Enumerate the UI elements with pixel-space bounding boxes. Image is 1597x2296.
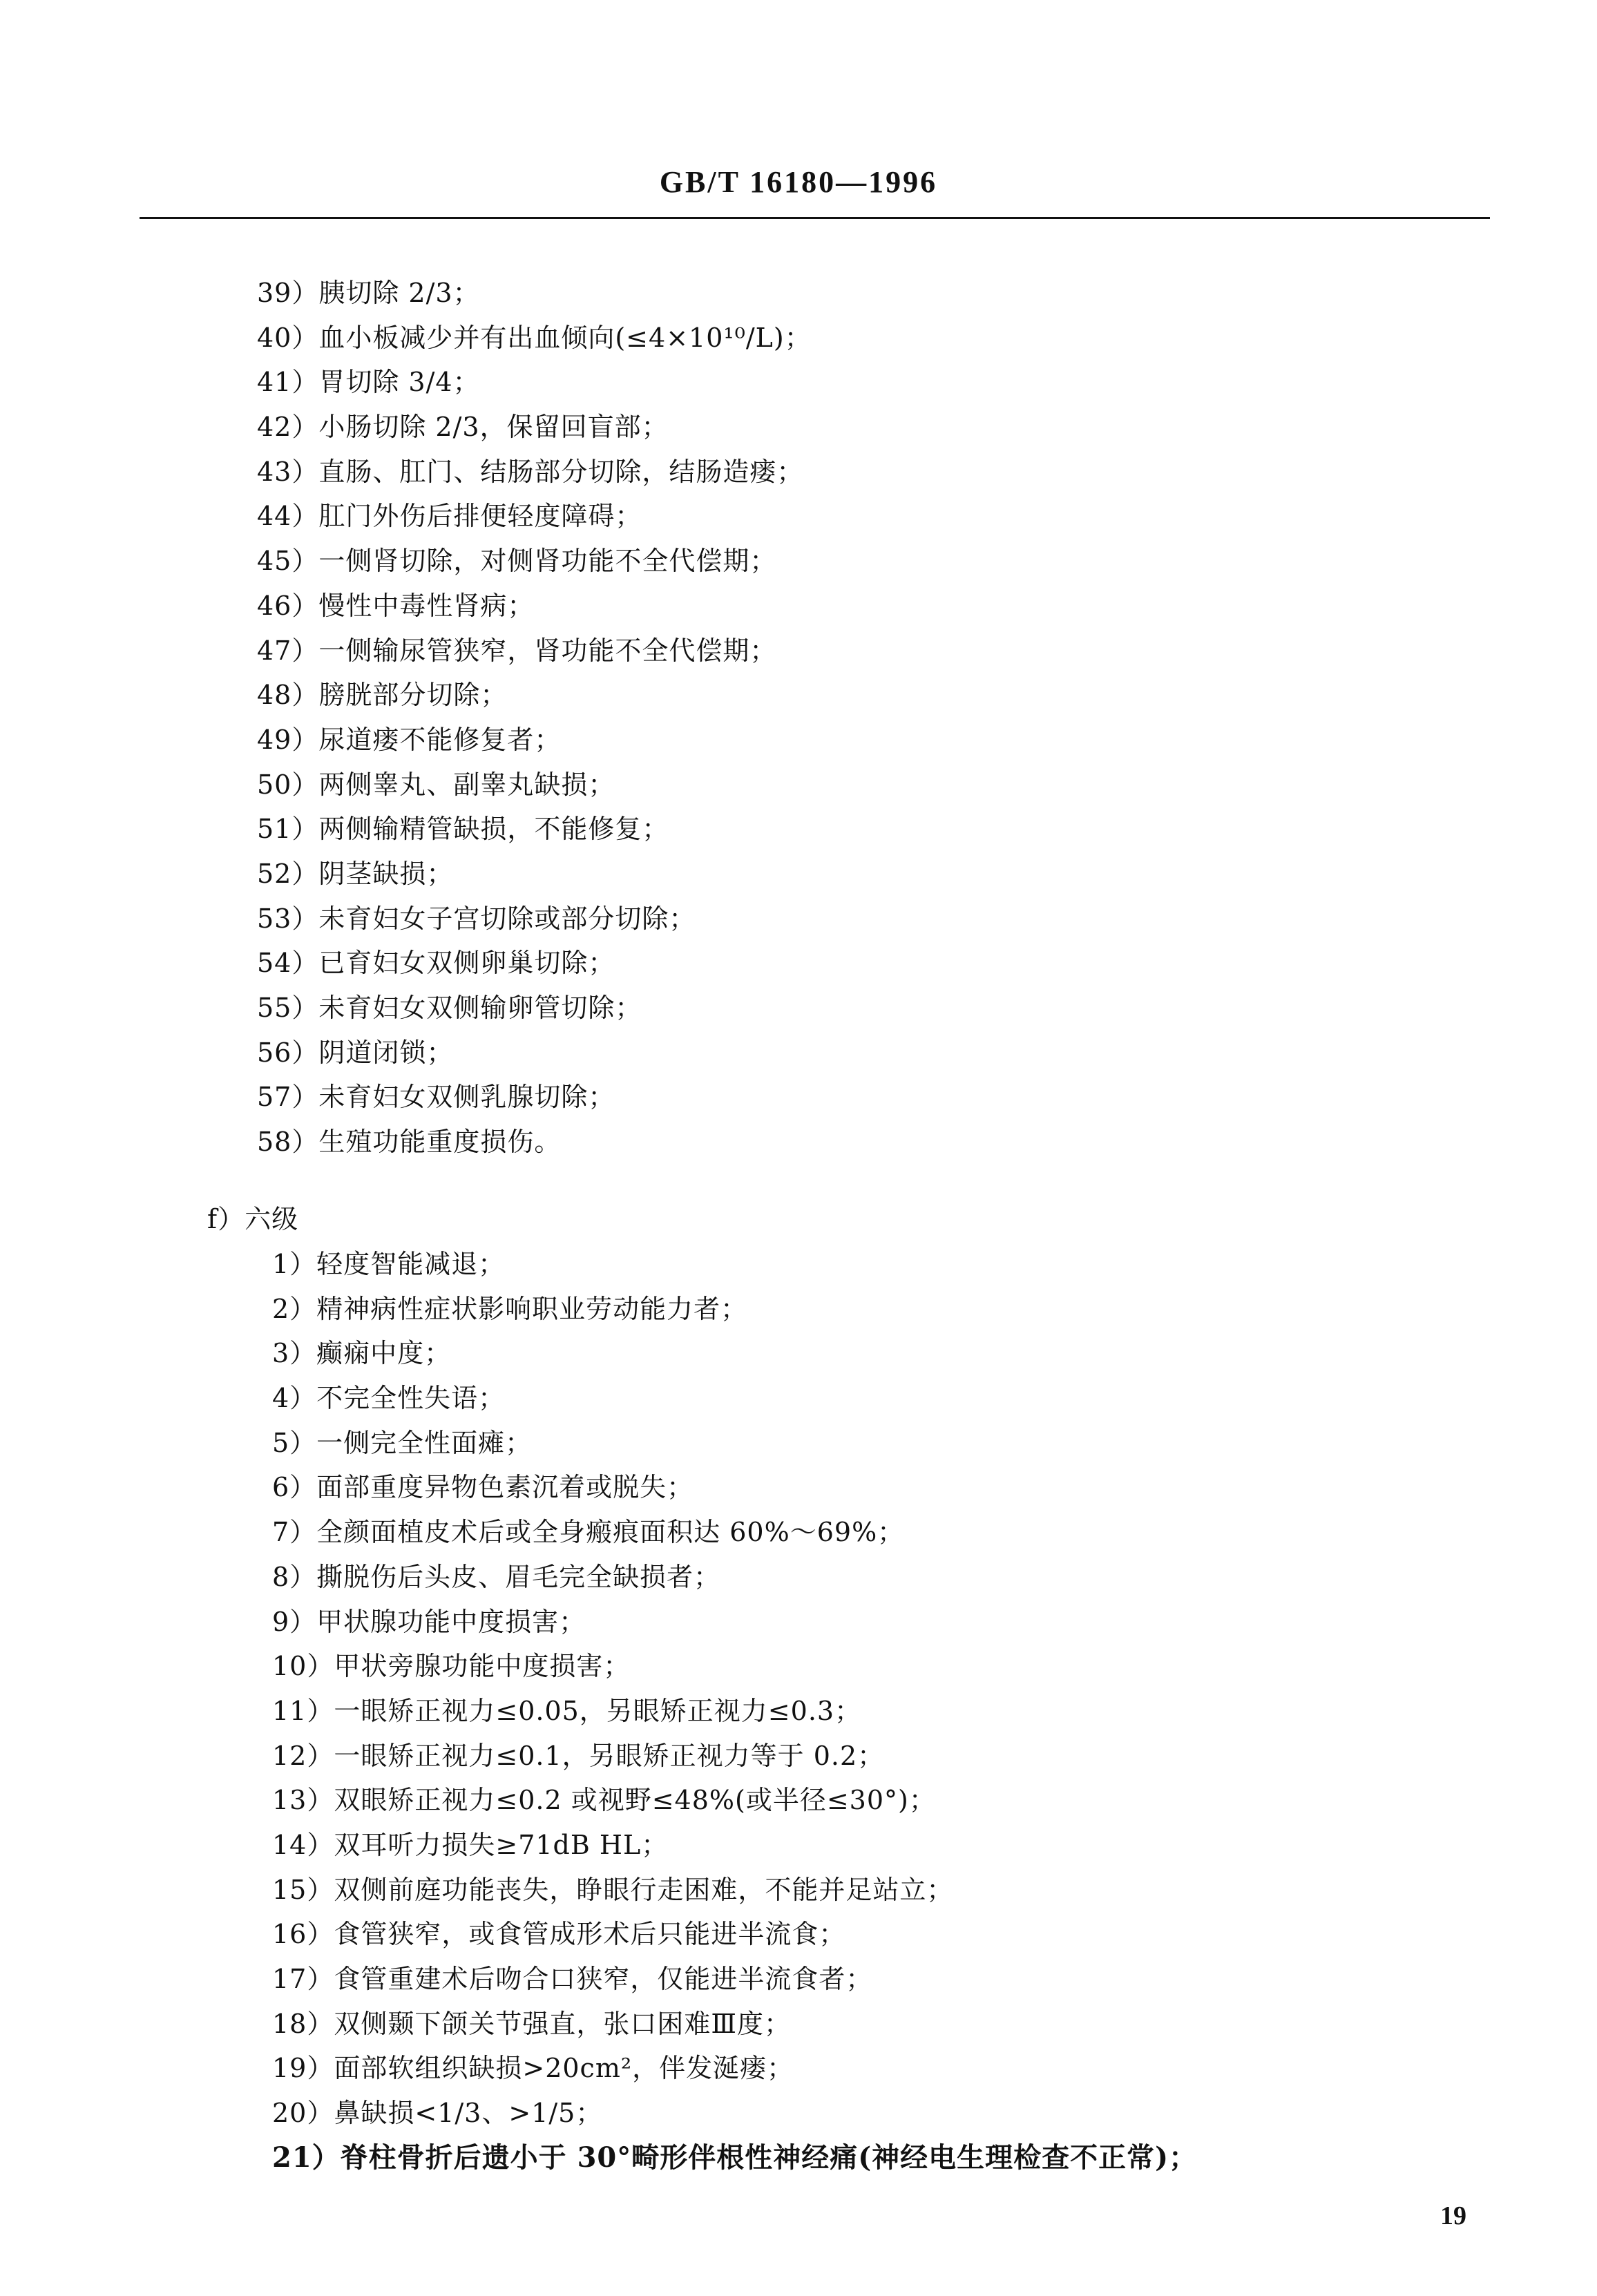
list-item: 8）撕脱伤后头皮、眉毛完全缺损者； [272, 1561, 721, 1592]
list-item: 1）轻度智能减退； [272, 1249, 506, 1279]
list-item: 49）尿道瘘不能修复者； [257, 724, 562, 755]
list-item: 43）直肠、肛门、结肠部分切除，结肠造瘘； [257, 456, 804, 487]
list-item: 40）血小板减少并有出血倾向(≤4×10¹⁰/L)； [257, 322, 812, 353]
section-heading-level-six: f）六级 [207, 1204, 299, 1234]
list-item: 58）生殖功能重度损伤。 [257, 1127, 562, 1158]
list-item: 19）面部软组织缺损>20cm²，伴发涎瘘； [272, 2053, 794, 2084]
list-item: 2）精神病性症状影响职业劳动能力者； [272, 1293, 748, 1324]
list-item: 11）一眼矫正视力≤0.05，另眼矫正视力≤0.3； [272, 1695, 862, 1726]
list-item: 54）已育妇女双侧卵巢切除； [257, 948, 615, 979]
list-item: 39）胰切除 2/3； [257, 278, 480, 308]
list-item: 52）阴茎缺损； [257, 858, 454, 889]
list-item: 17）食管重建术后吻合口狭窄，仅能进半流食者； [272, 1964, 873, 1994]
list-item: 57）未育妇女双侧乳腺切除； [257, 1082, 615, 1113]
list-item: 14）双耳听力损失≥71dB HL； [272, 1829, 669, 1860]
list-item: 55）未育妇女双侧输卵管切除； [257, 993, 642, 1023]
list-item: 50）两侧睾丸、副睾丸缺损； [257, 769, 615, 800]
list-item: 7）全颜面植皮术后或全身瘢痕面积达 60%～69%； [272, 1517, 905, 1548]
list-item: 16）食管狭窄，或食管成形术后只能进半流食； [272, 1919, 846, 1950]
list-item: 46）慢性中毒性肾病； [257, 590, 535, 621]
list-item: 21）脊柱骨折后遗小于 30°畸形伴根性神经痛(神经电生理检查不正常)； [272, 2141, 1198, 2174]
list-item: 53）未育妇女子宫切除或部分切除； [257, 903, 696, 934]
list-item: 42）小肠切除 2/3，保留回盲部； [257, 412, 669, 443]
list-item: 41）胃切除 3/4； [257, 367, 480, 398]
list-item: 6）面部重度异物色素沉着或脱失； [272, 1472, 694, 1503]
list-item: 10）甲状旁腺功能中度损害； [272, 1651, 631, 1682]
list-item: 44）肛门外伤后排便轻度障碍； [257, 501, 642, 532]
list-item: 3）癫痫中度； [272, 1338, 452, 1369]
list-item: 47）一侧输尿管狭窄，肾功能不全代偿期； [257, 635, 777, 666]
list-item: 48）膀胱部分切除； [257, 680, 508, 711]
level-six-list [272, 1242, 1515, 2180]
list-item: 15）双侧前庭功能丧失，睁眼行走困难，不能并足站立； [272, 1874, 954, 1905]
list-item: 9）甲状腺功能中度损害； [272, 1606, 586, 1637]
list-item: 20）鼻缺损<1/3、>1/5； [272, 2098, 603, 2129]
list-item: 5）一侧完全性面瘫； [272, 1427, 533, 1458]
list-item: 18）双侧颞下颌关节强直，张口困难Ⅲ度； [272, 2008, 792, 2039]
continued-list [257, 271, 1500, 1165]
list-item: 12）一眼矫正视力≤0.1，另眼矫正视力等于 0.2； [272, 1740, 885, 1771]
document-header: GB/T 16180—1996 [659, 165, 938, 199]
page-number: 19 [1440, 2201, 1466, 2230]
list-item: 13）双眼矫正视力≤0.2 或视野≤48%(或半径≤30°)； [272, 1785, 936, 1816]
list-item: 51）两侧输精管缺损，不能修复； [257, 814, 669, 845]
list-item: 56）阴道闭锁； [257, 1037, 454, 1068]
list-item: 4）不完全性失语； [272, 1383, 506, 1414]
header-rule [140, 217, 1490, 219]
list-item: 45）一侧肾切除，对侧肾功能不全代偿期； [257, 546, 777, 577]
